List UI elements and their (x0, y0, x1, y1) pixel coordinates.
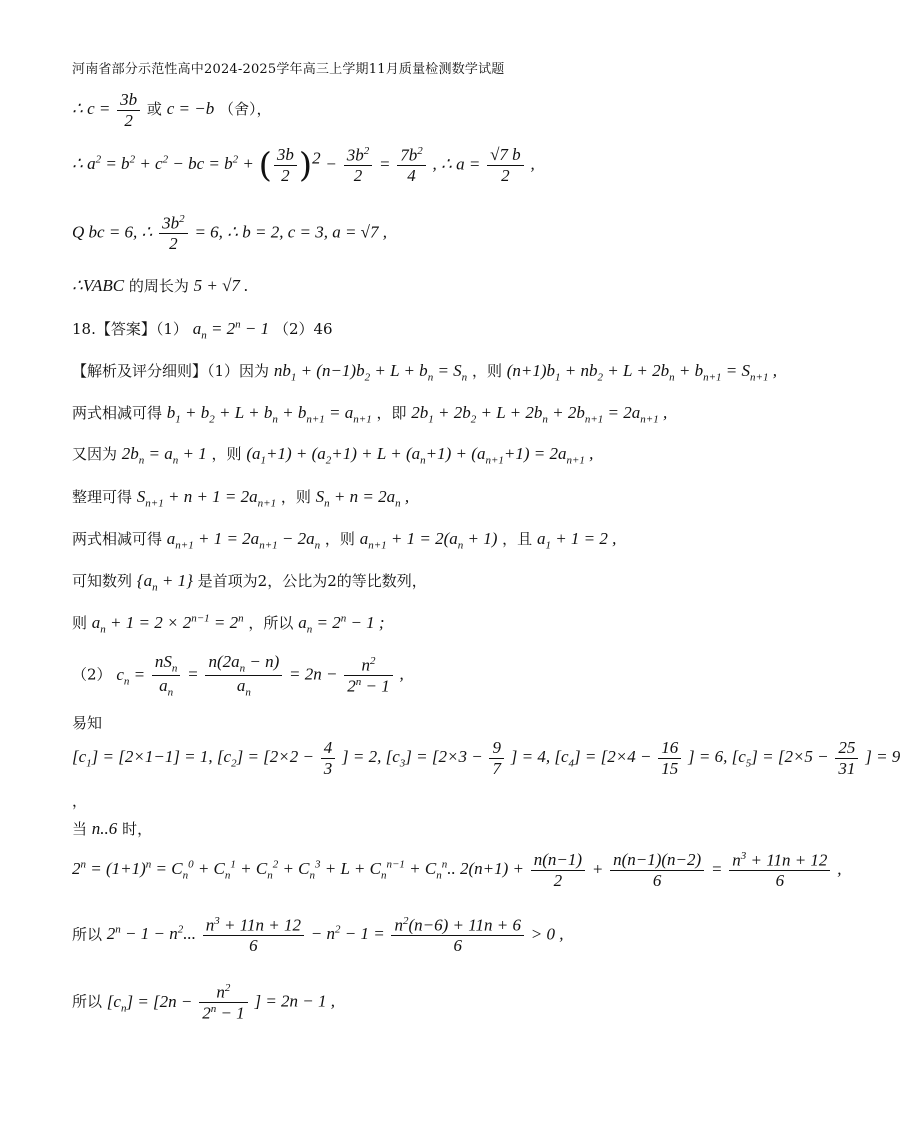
then-an-text: 则 (72, 614, 88, 632)
when-n-text: 当 (72, 820, 88, 838)
solution-line-4: ∴VABC 的周长为 5 + √7 . (72, 276, 249, 295)
also-then: ，则 (211, 445, 242, 463)
subtract-line-1: 两式相减可得 $b_1 + b_2 + L + b_n + b_{n+1} = a_{n+1}$ ，即 $2b_1 + 2b_2 + L + 2b_n + 2b_{n+1} = 2a_{n+1}$ , (72, 403, 668, 426)
solution-line-3: Q bc = 6, ∴ $\frac{3b^2}{2}$ = 6, ∴ b = 2, c = 3, a = √7 , (72, 213, 388, 254)
so-an-text: ，所以 (248, 614, 294, 632)
analysis-label: 【解析及评分细则】（1）因为 (72, 362, 270, 380)
q18-part2: （2）46 (273, 320, 333, 338)
line1-text: 或 (146, 100, 162, 119)
subtract1-b: ，即 (376, 404, 407, 422)
organize-b: ，则 (280, 488, 311, 506)
part2-line: （2） $c_n$ = $\frac{nS_n}{a_n}$ = $\frac{n(2a_n - n)}{a_n}$ = 2n − $\frac{n^2}{2^n - 1}$ , (72, 652, 404, 699)
known-seq-line: 可知数列 $\{a_n + 1\}$ 是首项为2，公比为2的等比数列， (72, 571, 427, 594)
also-because-line: 又因为 $2b_n = a_n + 1$ ，则 $(a_1+1) + (a_2+1) + L + (a_n+1) + (a_{n+1}+1) = 2a_{n+1}$ , (72, 444, 594, 467)
analysis-then: ，则 (471, 362, 502, 380)
subtract2-c: ，且 (502, 530, 533, 548)
binomial-line: $2^n = (1+1)^n = C_n^0 + C_n^1 + C_n^2 + C_n^3 + L + C_n^{n-1} + C_n^n$.. 2(n+1) + $\frac{n(n-1)}{2}$ + $\frac{n(n-1)(n-2)}{6}$ = $\frac{n^3 + 11n + 12}{6}$ , (72, 850, 842, 891)
q18-label: 18.【答案】（1） (72, 320, 188, 338)
organize-text: 整理可得 (72, 488, 133, 506)
subtract2-text: 两式相减可得 (72, 530, 163, 548)
document-header: 河南省部分示范性高中2024-2025学年高三上学期11月质量检测数学试题 (72, 62, 505, 77)
known-seq-b: 是首项为2，公比为2的等比数列， (197, 572, 427, 590)
so2-text: 所以 (72, 992, 103, 1011)
line4-text: 的周长为 (128, 277, 189, 295)
analysis-line: 【解析及评分细则】（1）因为 $nb_1 + (n-1)b_2 + L + b_n = S_n$ ，则 $(n+1)b_1 + nb_2 + L + 2b_n + b_{n+1} = S_{n+1}$ , (72, 361, 777, 384)
subtract1-text: 两式相减可得 (72, 404, 163, 422)
also-because-text: 又因为 (72, 445, 118, 463)
q18-answer-line: 18.【答案】（1） $a_n = 2^n - 1$ （2）46 (72, 318, 333, 342)
part2-label: （2） (72, 665, 112, 684)
subtract-line-2: 两式相减可得 $a_{n+1} + 1 = 2a_{n+1} - 2a_n$ ，则 $a_{n+1} + 1 = 2(a_n + 1)$ ，且 $a_1 + 1 = 2$ , (72, 529, 617, 552)
subtract2-b: ，则 (324, 530, 355, 548)
line1-tail: （舍）， (218, 100, 272, 119)
solution-line-2: ∴ $a^2 = b^2 + c^2$ − bc = $b^2$ + ( $\frac{3b}{2}$ )$^2$ − $\frac{3b^2}{2}$ = $\frac{7b^2}{4}$ , ∴ a = $\frac{√7 b}{2}$ , (72, 145, 535, 186)
floor-values-line: $[c_1] = [2\times 1-1] = 1$, $[c_2] = [2\times 2$ − $\frac{4}{3}$ ] = 2, $[c_3] = [2\times 3$ − $\frac{9}{7}$ ] = 4, $[c_4] = [2\times 4$ − $\frac{16}{15}$ ] = 6, $[c_5] = [2\times 5$ − $\frac{25}{31}$ ] = 9 (72, 738, 900, 778)
so1-text: 所以 (72, 925, 103, 944)
so-line-1: 所以 $2^n - 1 - n^2$... $\frac{n^3 + 11n + 12}{6}$ − $n^2 - 1$ = $\frac{n^2(n-6) + 11n + 6}{6}$ > 0 , (72, 915, 564, 956)
so-line-2: 所以 $[c_n] = [2n$ − $\frac{n^2}{2^n - 1}$ ] = 2n − 1 , (72, 982, 336, 1023)
solution-line-1: ∴ c = $\frac{3b}{2}$ 或 c = −b （舍）， (72, 90, 272, 130)
known-seq-text: 可知数列 (72, 572, 133, 590)
then-an-line: 则 $a_n + 1 = 2 \times 2^{n-1} = 2^n$ ，所以 $a_n = 2^n - 1$ ; (72, 612, 385, 636)
easy-know-line: 易知 (72, 714, 103, 732)
when-n-line: 当 n..6 时， (72, 819, 153, 838)
organize-line: 整理可得 $S_{n+1} + n + 1 = 2a_{n+1}$ ，则 $S_n + n = 2a_n$ , (72, 487, 410, 510)
when-n-b: 时， (122, 820, 153, 838)
comma-line: ， (72, 792, 88, 810)
